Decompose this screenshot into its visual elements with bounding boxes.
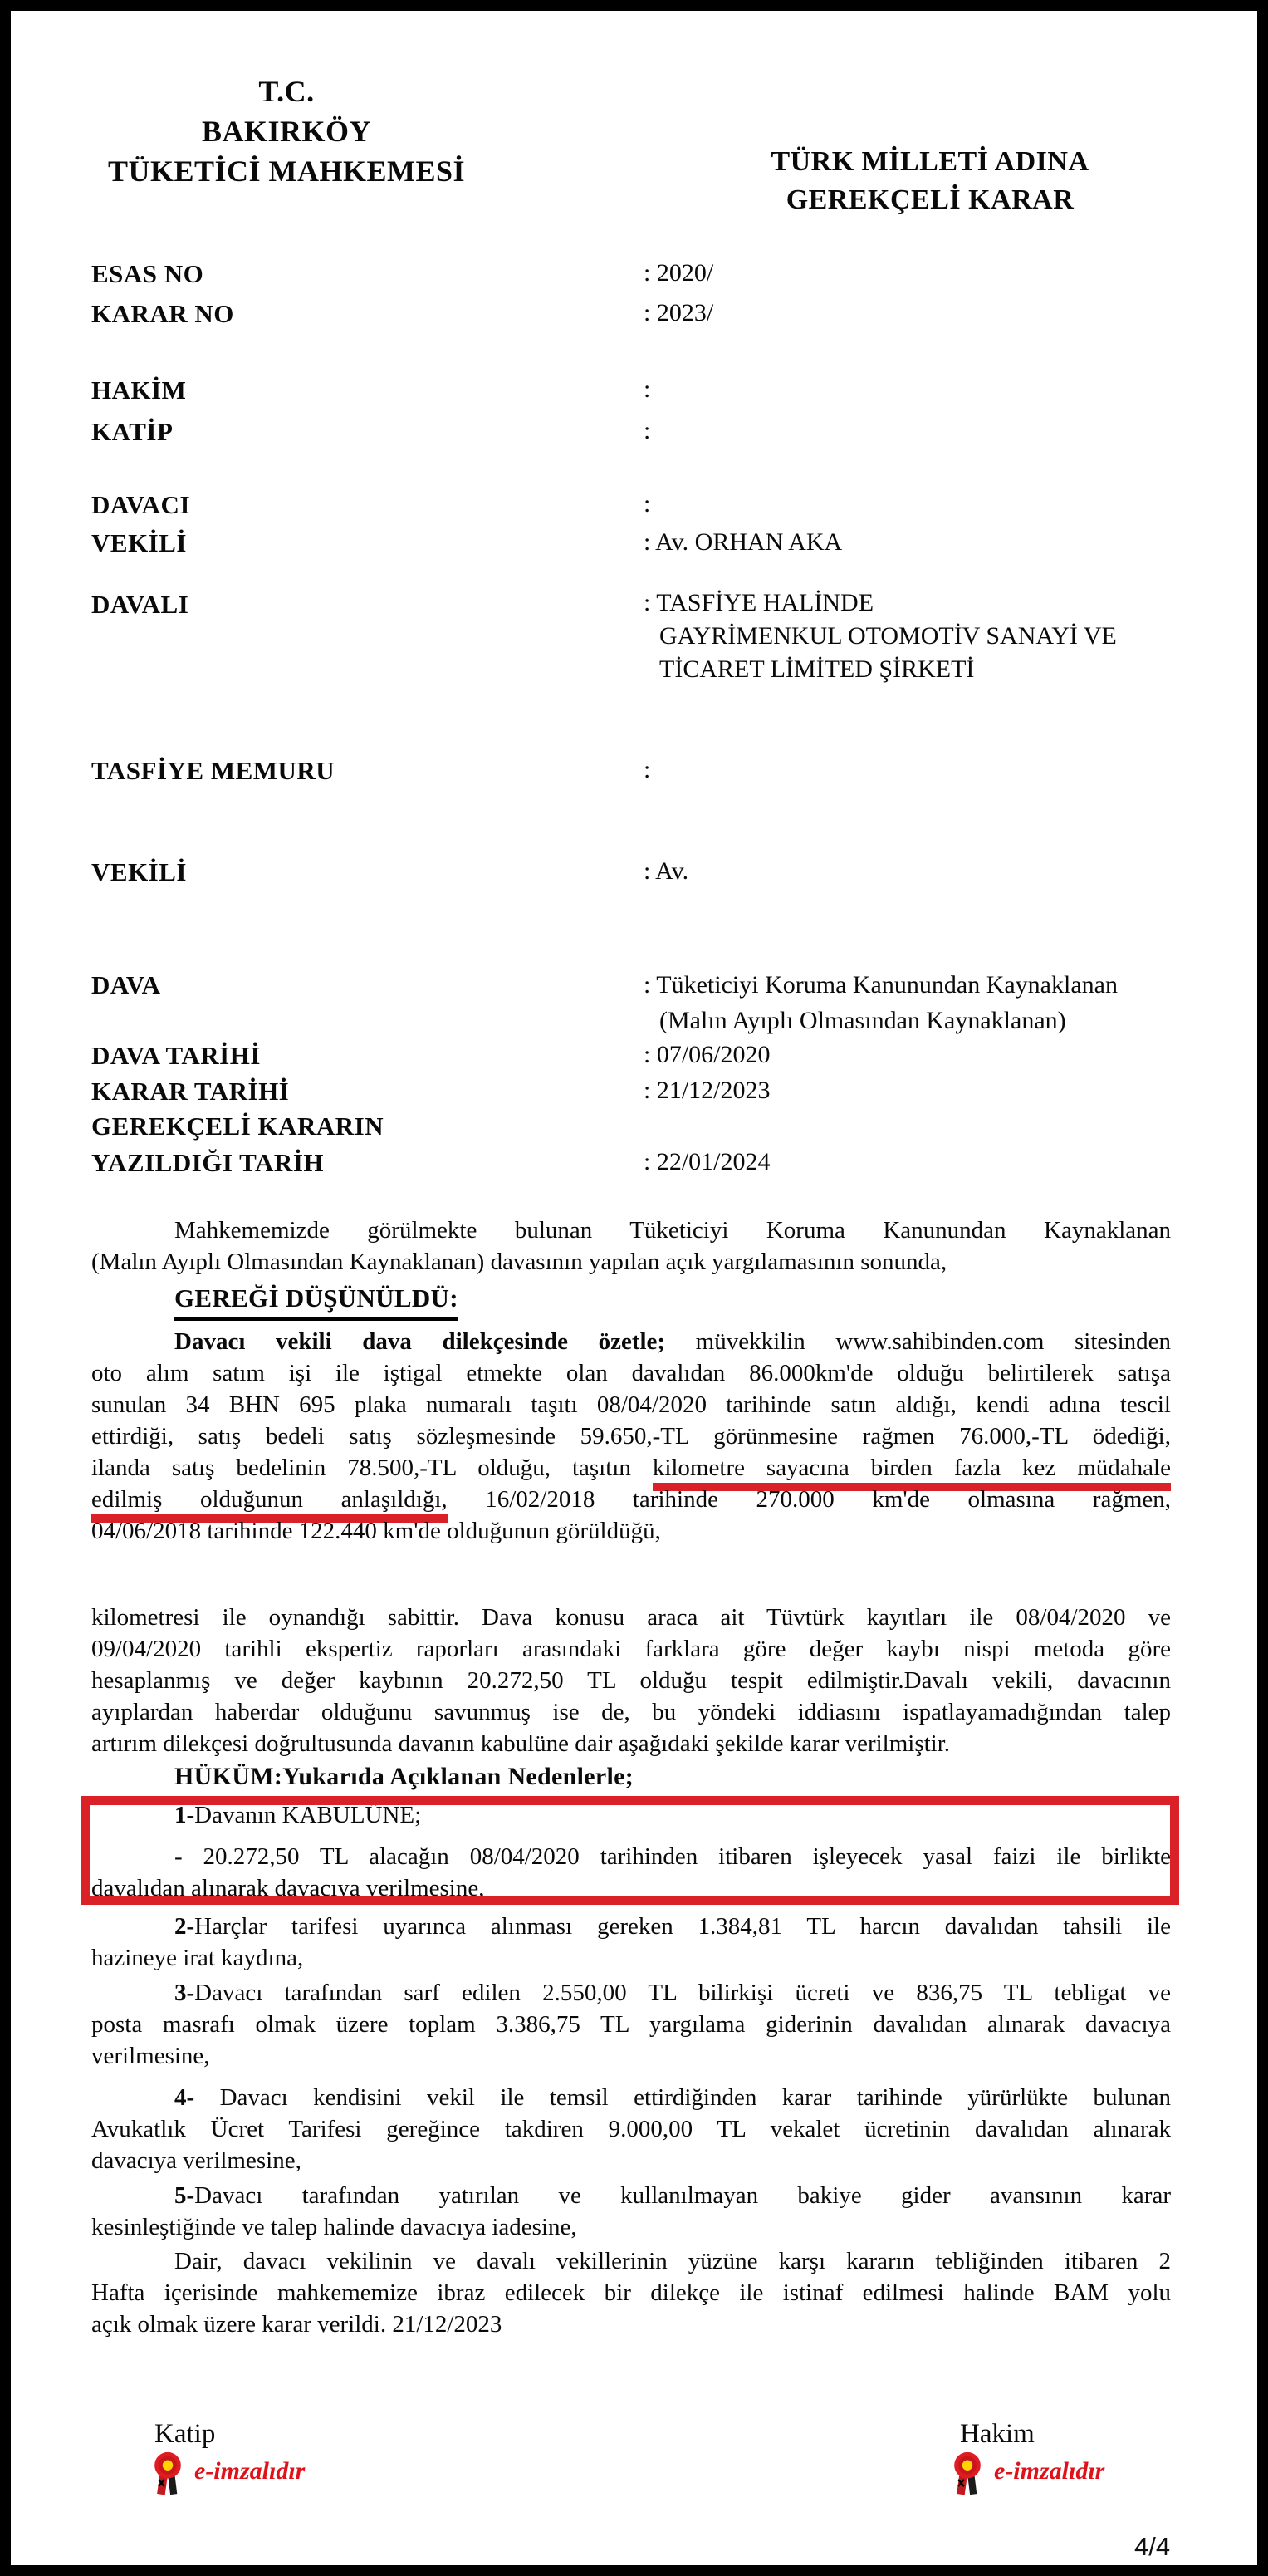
item-number: 3- bbox=[174, 1980, 195, 2006]
hakim-esign-label: e-imzalıdır bbox=[994, 2457, 1105, 2485]
body-line bbox=[91, 2180, 1171, 2211]
body-line: oto alım satım işi ile iştigal etmekte olan davalıdan 86.000km'de olduğu belirtilerek satışa bbox=[91, 1360, 1171, 1386]
field-label-vekili-tasfiye: VEKİLİ bbox=[91, 857, 187, 886]
davali-line-1: : TASFİYE HALİNDE bbox=[644, 589, 874, 616]
verdict-item-4 bbox=[91, 2082, 1171, 2176]
verdict-item-3 bbox=[91, 1977, 1171, 2072]
item-number: 4- bbox=[174, 2084, 195, 2111]
lead-bold: Davacı vekili dava dilekçesinde özetle; bbox=[174, 1328, 666, 1355]
red-underlined-text: edilmiş olduğunun anlaşıldığı, bbox=[91, 1486, 448, 1523]
hakim-signature-title: Hakim bbox=[960, 2419, 1035, 2449]
field-label-karar-no: KARAR NO bbox=[91, 299, 234, 328]
body-line: kesinleştiğinde ve talep halinde davacıya iadesine, bbox=[91, 2214, 577, 2240]
body-line: Avukatlık Ücret Tarifesi gereğince takdiren 9.000,00 TL vekalet ücretinin davalıdan alınarak bbox=[91, 2116, 1171, 2142]
verdict-item-1a bbox=[91, 1841, 1171, 1904]
body-line: verilmesine, bbox=[91, 2043, 210, 2069]
field-value-davaci: : bbox=[644, 490, 651, 518]
body-line: hesaplanmış ve değer kaybının 20.272,50 TL olduğu tespit edilmiştir.Davalı vekili, davacının bbox=[91, 1667, 1171, 1694]
body-line: Dair, davacı vekilinin ve davalı vekillerinin yüzüne karşı kararın tebliğinden itibaren 2 bbox=[174, 2248, 1171, 2274]
body-line bbox=[91, 1484, 1171, 1515]
item-number: 1- bbox=[174, 1802, 195, 1828]
field-label-tasfiye-memuru: TASFİYE MEMURU bbox=[91, 756, 335, 785]
header-line-city: BAKIRKÖY bbox=[201, 115, 372, 148]
body-text: 16/02/2018 tarihinde 270.000 km'de olmasına rağmen, bbox=[447, 1486, 1172, 1513]
hukum-heading: HÜKÜM:Yukarıda Açıklanan Nedenlerle; bbox=[174, 1763, 634, 1790]
field-label-gerekceli-kararin: GEREKÇELİ KARARIN bbox=[91, 1111, 384, 1141]
e-seal-icon bbox=[949, 2451, 986, 2501]
body-line: 04/06/2018 tarihinde 122.440 km'de olduğunun görüldüğü, bbox=[91, 1518, 661, 1544]
body-line: Hafta içerisinde mahkememize ibraz edilecek bir dilekçe ile istinaf edilmesi halinde BAM yolu bbox=[91, 2279, 1171, 2306]
geregi-dusunuldu-heading bbox=[174, 1283, 458, 1321]
item-text: Davacı tarafından sarf edilen 2.550,00 TL bilirkişi ücreti ve 836,75 TL tebligat ve bbox=[194, 1980, 1171, 2006]
item-text: Davacı kendisini vekil ile temsil ettirdiğinden karar tarihinde yürürlükte bulunan bbox=[194, 2084, 1171, 2111]
field-label-yazildigi-tarih: YAZILDIĞI TARİH bbox=[91, 1148, 324, 1177]
dava-line-2: (Malın Ayıplı Olmasından Kaynaklanan) bbox=[659, 1007, 1066, 1034]
field-value-yazildigi-tarih: : 22/01/2024 bbox=[644, 1148, 771, 1175]
court-header bbox=[91, 71, 482, 191]
field-value-katip: : bbox=[644, 417, 651, 444]
heading-text: GEREĞİ DÜŞÜNÜLDÜ: bbox=[174, 1283, 458, 1321]
field-label-esas-no: ESAS NO bbox=[91, 259, 204, 288]
field-value-karar-tarihi: : 21/12/2023 bbox=[644, 1077, 771, 1104]
assessment-paragraph bbox=[91, 1602, 1171, 1759]
body-line bbox=[91, 1326, 1171, 1357]
body-line: ettirdiği, satış bedeli satış sözleşmesinde 59.650,-TL görünmesine rağmen 76.000,-TL ödediği, bbox=[91, 1423, 1171, 1450]
verdict-item-2 bbox=[91, 1911, 1171, 1974]
body-line: hazineye irat kaydına, bbox=[91, 1945, 304, 1971]
body-line: davalıdan alınarak davacıya verilmesine, bbox=[91, 1875, 485, 1901]
body-line: ayıplardan haberdar olduğunu savunmuş ise de, bu yöndeki iddiasını ispatlayamadığından talep bbox=[91, 1699, 1171, 1725]
header-line-decision: GEREKÇELİ KARAR bbox=[786, 184, 1075, 215]
field-label-dava: DAVA bbox=[91, 970, 161, 999]
e-seal-icon bbox=[149, 2451, 186, 2501]
field-value-davali bbox=[644, 586, 1117, 686]
body-line: davacıya verilmesine, bbox=[91, 2147, 301, 2174]
body-line: - 20.272,50 TL alacağın 08/04/2020 tarihinden itibaren işleyecek yasal faizi ile birlikte bbox=[174, 1843, 1171, 1870]
header-line-tc: T.C. bbox=[258, 75, 315, 108]
verdict-item-5 bbox=[91, 2180, 1171, 2243]
field-label-katip: KATİP bbox=[91, 417, 174, 446]
body-line bbox=[91, 2082, 1171, 2113]
body-text: ilanda satış bedelinin 78.500,-TL olduğu, taşıtın bbox=[91, 1455, 653, 1481]
closing-paragraph bbox=[91, 2245, 1171, 2340]
davali-line-2: GAYRİMENKUL OTOMOTİV SANAYİ VE bbox=[659, 622, 1117, 650]
item-text: Davanın KABULÜNE; bbox=[194, 1802, 422, 1828]
field-label-dava-tarihi: DAVA TARİHİ bbox=[91, 1041, 261, 1070]
field-label-davali: DAVALI bbox=[91, 590, 189, 619]
body-line: Mahkememizde görülmekte bulunan Tüketiciyi Koruma Kanunundan Kaynaklanan bbox=[174, 1217, 1171, 1244]
body-line: artırım dilekçesi doğrultusunda davanın kabulüne dair aşağıdaki şekilde karar verilmiştir. bbox=[91, 1730, 951, 1757]
body-line bbox=[91, 1911, 1171, 1942]
lead-rest: müvekkilin www.sahibinden.com sitesinden bbox=[665, 1328, 1171, 1355]
katip-signature-title: Katip bbox=[154, 2419, 216, 2449]
field-value-esas-no: : 2020/ bbox=[644, 259, 714, 287]
field-value-hakim: : bbox=[644, 375, 651, 403]
field-label-hakim: HAKİM bbox=[91, 375, 187, 405]
body-line bbox=[91, 1452, 1171, 1484]
body-line: (Malın Ayıplı Olmasından Kaynaklanan) davasının yapılan açık yargılamasının sonunda, bbox=[91, 1249, 947, 1275]
item-text: Harçlar tarifesi uyarınca alınması gereken 1.384,81 TL harcın davalıdan tahsili ile bbox=[194, 1913, 1171, 1940]
body-line: açık olmak üzere karar verildi. 21/12/2023 bbox=[91, 2311, 502, 2338]
item-number: 2- bbox=[174, 1913, 195, 1940]
field-label-karar-tarihi: KARAR TARİHİ bbox=[91, 1077, 290, 1106]
page-number: 4/4 bbox=[1134, 2532, 1171, 2561]
body-line: posta masrafı olmak üzere toplam 3.386,75 TL yargılama giderinin davalıdan alınarak davacıya bbox=[91, 2011, 1171, 2038]
body-line: kilometresi ile oynandığı sabittir. Dava konusu araca ait Tüvtürk kayıtları ile 08/04/2020 ve bbox=[91, 1604, 1171, 1631]
field-value-karar-no: : 2023/ bbox=[644, 299, 714, 326]
body-line bbox=[91, 1799, 1171, 1831]
item-text: Davacı tarafından yatırılan ve kullanılmayan bakiye gider avansının karar bbox=[194, 2182, 1171, 2209]
body-line: sunulan 34 BHN 695 plaka numaralı taşıtı 08/04/2020 tarihinde satın aldığı, kendi adına tescil bbox=[91, 1391, 1171, 1418]
verdict-item-1 bbox=[91, 1799, 1171, 1831]
item-number: 5- bbox=[174, 2182, 195, 2209]
body-line bbox=[91, 1977, 1171, 2009]
field-value-dava-tarihi: : 07/06/2020 bbox=[644, 1041, 771, 1068]
katip-esign-label: e-imzalıdır bbox=[194, 2457, 306, 2485]
dava-line-1: : Tüketiciyi Koruma Kanunundan Kaynaklanan bbox=[644, 971, 1118, 999]
field-label-davaci: DAVACI bbox=[91, 490, 191, 519]
header-line-court: TÜKETİCİ MAHKEMESİ bbox=[107, 155, 466, 188]
field-value-tasfiye-memuru: : bbox=[644, 756, 651, 783]
field-value-vekili-tasfiye: : Av. bbox=[644, 857, 689, 885]
red-underlined-text: kilometre sayacına birden fazla kez müdahale bbox=[653, 1455, 1171, 1491]
plaintiff-claim-paragraph bbox=[91, 1326, 1171, 1547]
field-label-vekili-davaci: VEKİLİ bbox=[91, 528, 187, 557]
body-line: 09/04/2020 tarihli ekspertiz raporları arasındaki farklara göre değer kaybı nispi metoda göre bbox=[91, 1636, 1171, 1662]
intro-paragraph bbox=[91, 1214, 1171, 1278]
header-line-nation: TÜRK MİLLETİ ADINA bbox=[771, 146, 1089, 177]
field-value-dava bbox=[644, 967, 1118, 1038]
decision-header bbox=[660, 143, 1200, 219]
field-value-vekili-davaci: : Av. ORHAN AKA bbox=[644, 528, 843, 556]
davali-line-3: TİCARET LİMİTED ŞİRKETİ bbox=[659, 655, 975, 683]
